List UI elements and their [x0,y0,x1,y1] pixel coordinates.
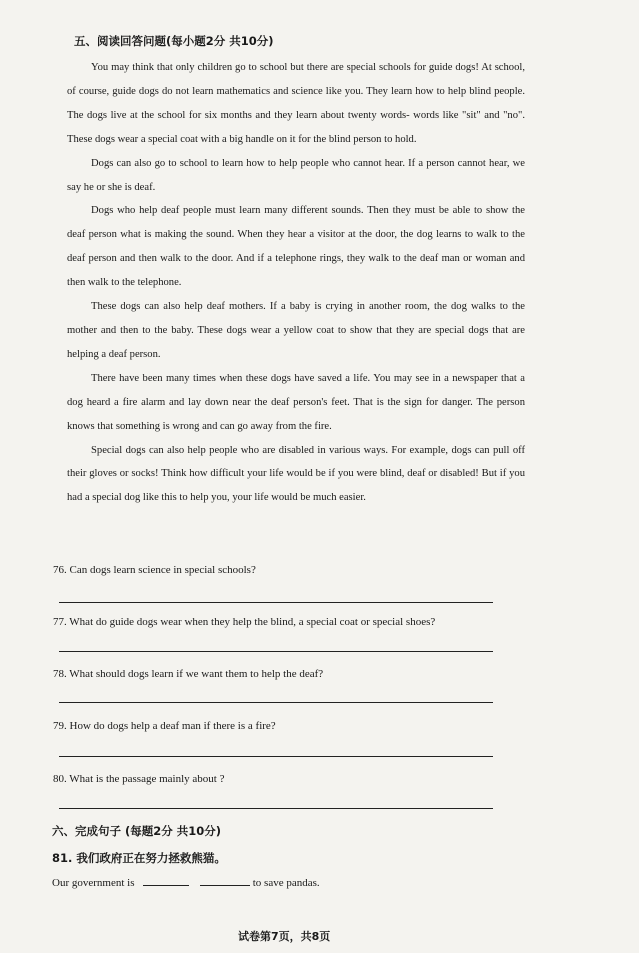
answer-line[interactable] [59,602,493,603]
passage-paragraph: Dogs who help deaf people must learn many different sounds. Then they must be able to show the deaf person what is making the sound. When they hear a visitor at the door, the dog learns to walk to the deaf person and then walk to the door. And if a telephone rings, they walk to the deaf man or woman and then walk to the telephone. [67,205,525,289]
passage-paragraph: These dogs can also help deaf mothers. If a baby is crying in another room, the dog walks to the mother and then to the baby. These dogs wear a yellow coat to show that they are special dogs that are helping a deaf person. [67,301,525,360]
section-5-title: 五、阅读回答问题(每小题2分 共10分) [74,34,274,48]
question-text: 79. How do dogs help a deaf man if there is a fire? [53,720,276,732]
question-text: 76. Can dogs learn science in special schools? [53,564,256,576]
section-6-title: 六、完成句子 (每题2分 共10分) [52,824,222,838]
question-text: 80. What is the passage mainly about ? [53,773,225,785]
question-77 [53,616,493,628]
passage-paragraph: You may think that only children go to school but there are special schools for guide dogs! At school, of course, guide dogs do not learn mathematics and science like you. They learn how to help blind people. The dogs live at the school for six months and they learn about twenty words- words like "sit" and "no". These dogs wear a special coat with a big handle on it for the blind person to hold. [67,62,525,145]
fill-blank[interactable] [200,876,250,886]
sentence-prefix: Our government is [52,877,135,889]
question-81-prompt: 81. 我们政府正在努力拯救熊猫。 [52,851,226,865]
answer-line[interactable] [59,651,493,652]
sentence-suffix: to save pandas. [252,877,320,889]
answer-line[interactable] [59,702,493,703]
question-76 [53,564,493,576]
question-81-sentence [52,876,320,889]
question-79 [53,720,493,732]
fill-blank[interactable] [143,876,189,886]
question-text: 78. What should dogs learn if we want them to help the deaf? [53,668,324,680]
answer-line[interactable] [59,756,493,757]
passage-paragraph: Special dogs can also help people who are disabled in various ways. For example, dogs can pull off their gloves or socks! Think how difficult your life would be if you were blind, deaf or disabled! But if you had a special dog like this to help you, your life would be much easier. [67,444,525,504]
question-78 [53,668,493,680]
question-text: 77. What do guide dogs wear when they help the blind, a special coat or special shoes? [53,616,436,628]
reading-passage [67,56,525,510]
passage-paragraph: There have been many times when these dogs have saved a life. You may see in a newspaper that a dog heard a fire alarm and lay down near the deaf person's feet. That is the sign for danger. The person knows that something is wrong and can go away from the fire. [67,372,525,432]
answer-line[interactable] [59,808,493,809]
passage-paragraph: Dogs can also go to school to learn how to help people who cannot hear. If a person cannot hear, we say he or she is deaf. [67,157,525,193]
page-footer: 试卷第7页，共8页 [238,930,331,943]
question-80 [53,773,493,785]
